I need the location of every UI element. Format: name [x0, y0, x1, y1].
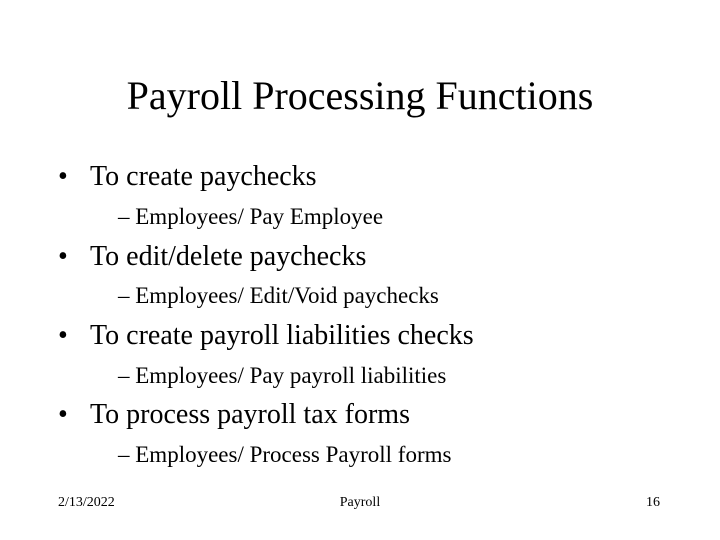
- slide-title: Payroll Processing Functions: [126, 73, 594, 118]
- page-number: 16: [646, 495, 660, 510]
- bullet-marker: •: [58, 161, 68, 192]
- footer-date: 2/13/2022: [58, 495, 115, 510]
- sub-bullet-text: – Employees/ Process Payroll forms: [118, 442, 452, 467]
- bullet-text: To create paychecks: [90, 161, 317, 192]
- sub-bullet-text: – Employees/ Pay payroll liabilities: [118, 363, 447, 388]
- sub-bullet-text: – Employees/ Pay Employee: [118, 204, 384, 229]
- bullet-text: To edit/delete paychecks: [90, 241, 367, 272]
- bullet-marker: •: [58, 320, 68, 351]
- bullet-item: [58, 319, 474, 353]
- bullet-item: [58, 398, 410, 432]
- bullet-text: To process payroll tax forms: [90, 399, 410, 430]
- bullet-item: [58, 160, 317, 194]
- bullet-marker: •: [58, 241, 68, 272]
- bullet-text: To create payroll liabilities checks: [90, 320, 474, 351]
- bullet-marker: •: [58, 399, 68, 430]
- bullet-item: [58, 240, 366, 274]
- footer-title: Payroll: [339, 495, 381, 510]
- sub-bullet-text: – Employees/ Edit/Void paychecks: [118, 283, 439, 308]
